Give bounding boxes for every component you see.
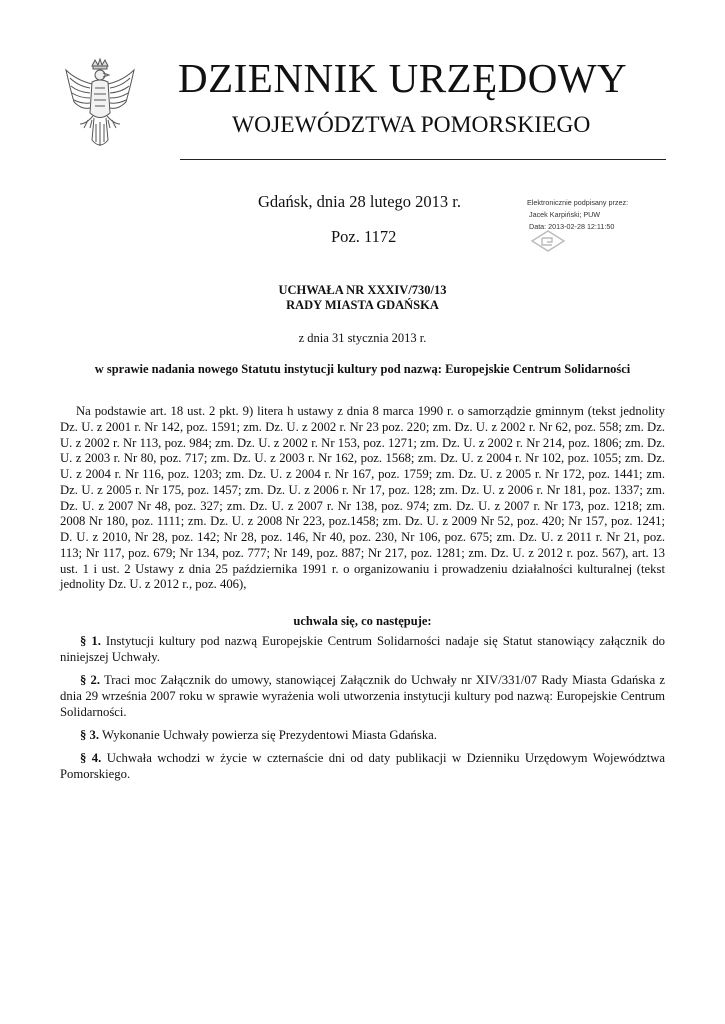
preamble bbox=[60, 404, 665, 593]
section-text: Instytucji kultury pod nazwą Europejskie Centrum Solidarności nadaje się Statut stanowiący załącznik do niniejszej Uchwały. bbox=[60, 634, 666, 664]
section-label: § 1. bbox=[80, 634, 101, 648]
position-number: Poz. 1172 bbox=[331, 227, 397, 246]
section-label: § 2. bbox=[80, 673, 101, 687]
preamble-text: Na podstawie art. 18 ust. 2 pkt. 9) litera h ustawy z dnia 8 marca 1990 r. o samorządzie gminnym (tekst jednolity Dz. U. z 2001 r. Nr 142, poz. 1591; zm. Dz. U. z 2002 r. Nr 23 poz. 220; zm. Dz. U. z 2002 r. Nr 62, poz. 558; zm. Dz. U. z 2002 r. Nr 113, poz. 984; zm. Dz. U. z 2002 r. Nr 153, poz. 1271; zm. Dz. U. z 2002 r. Nr 214, poz. 1806; zm. Dz. U. z 2003 r. Nr 80, poz. 717; zm. Dz. U. z 2003 r. Nr 162, poz. 1568; zm. Dz. U. z 2004 r. Nr 102, poz. 1055; zm. Dz. U. z 2004 r. Nr 116, poz. 1203; zm. Dz. U. z 2004 r. Nr 167, poz. 1759; zm. Dz. U. z 2005 r. Nr 172, poz. 1441; zm. Dz. U. z 2005 r. Nr 175, poz. 1457; zm. Dz. U. z 2006 r. Nr 17, poz. 128; zm. Dz. U. z 2006 r. Nr 181, poz. 1337; zm. Dz. U. z 2007 Nr 48, poz. 327; zm. Dz. U. z 2007 r. Nr 138, poz. 974; zm. Dz. U. z 2007 r. Nr 173, poz. 1218; zm. 2008 Nr 180, poz. 1111; zm. Dz. U. z 2008 Nr 223, poz.1458; zm. Dz. U. z 2009 Nr 52, poz. 420; Nr 157, poz. 1241; D. U. z 2010, Nr 28, poz. 142; Nr 28, poz. 146, Nr 40, poz. 230, Nr 106, poz. 675; zm. Dz. U. z 2011 r. Nr 21, poz. 113; Nr 117, poz. 679; Nr 134, poz. 777; Nr 149, poz. 887; Nr 217, poz. 1281; zm. Dz. U. z 2012 r. poz. 567), art. 13 ust. 1 i ust. 2 Ustawy z dnia 25 października 1991 r. o organizowaniu i prowadzeniu działalności kulturalnej (tekst jednolity Dz. U. z 2012 r., poz. 406), bbox=[60, 404, 665, 592]
signature-stamp-icon bbox=[528, 228, 568, 254]
section-text: Traci moc Załącznik do umowy, stanowiącej Załącznik do Uchwały nr XIV/331/07 Rady Miasta Gdańska z dnia 29 września 2007 roku w sprawie wyrażenia woli utworzenia instytucji kultury pod nazwą: Europejskie Centrum Solidarności. bbox=[60, 673, 665, 719]
section-label: § 3. bbox=[80, 728, 100, 742]
resolution-subject: w sprawie nadania nowego Statutu instytucji kultury pod nazwą: Europejskie Centrum Solidarności bbox=[94, 362, 631, 376]
section-text: Wykonanie Uchwały powierza się Prezydentowi Miasta Gdańska. bbox=[101, 728, 437, 742]
publication-date: Gdańsk, dnia 28 lutego 2013 r. bbox=[258, 192, 462, 211]
header-divider bbox=[180, 159, 666, 160]
section-4 bbox=[60, 751, 665, 783]
polish-eagle-emblem-icon bbox=[62, 58, 138, 158]
section-1 bbox=[60, 634, 665, 666]
resolution-number: UCHWAŁA NR XXXIV/730/13 bbox=[278, 283, 447, 297]
section-label: § 4. bbox=[80, 751, 102, 765]
resolves-heading: uchwala się, co następuje: bbox=[293, 614, 432, 628]
journal-subtitle: WOJEWÓDZTWA POMORSKIEGO bbox=[232, 112, 591, 138]
journal-title: DZIENNIK URZĘDOWY bbox=[178, 55, 628, 101]
section-2 bbox=[60, 673, 665, 720]
resolution-date: z dnia 31 stycznia 2013 r. bbox=[298, 331, 427, 345]
signature-signer: Jacek Karpiński; PUW bbox=[529, 210, 601, 219]
section-text: Uchwała wchodzi w życie w czternaście dni od daty publikacji w Dzienniku Urzędowym Województwa Pomorskiego. bbox=[60, 751, 666, 781]
section-3 bbox=[60, 728, 665, 744]
resolution-body: RADY MIASTA GDAŃSKA bbox=[286, 298, 439, 312]
signature-date: Data: 2013-02-28 12:11:50 bbox=[529, 222, 615, 231]
signature-label: Elektronicznie podpisany przez: bbox=[527, 198, 629, 207]
